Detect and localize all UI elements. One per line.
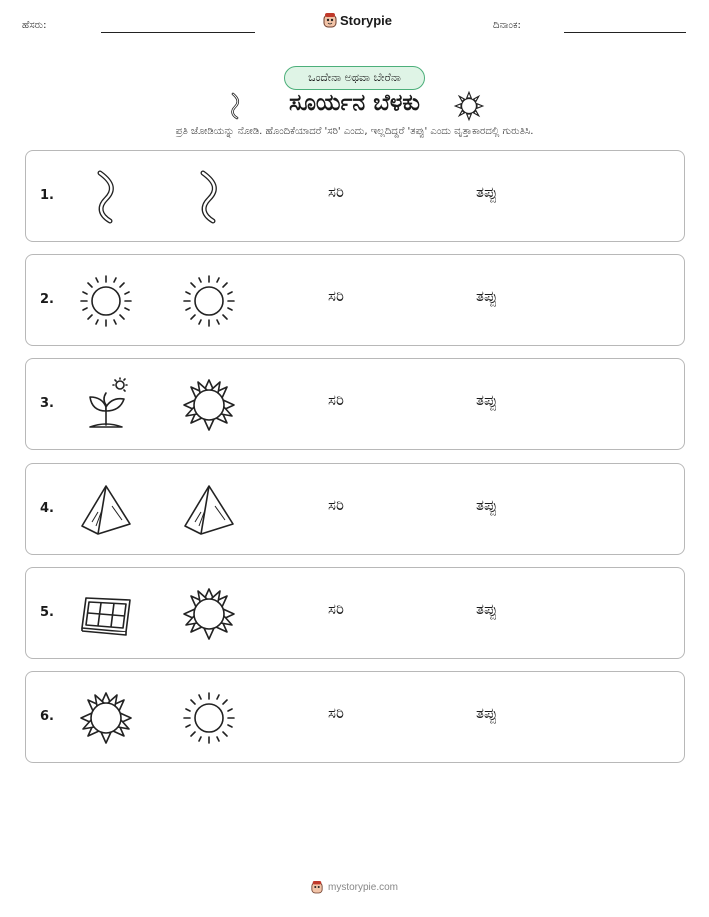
correct-option[interactable]: ಸರಿ bbox=[328, 704, 344, 722]
sun-icon bbox=[78, 273, 134, 329]
question-number: 1. bbox=[40, 188, 54, 203]
solar-panel-icon bbox=[78, 586, 134, 642]
question-row bbox=[25, 567, 685, 659]
question-row bbox=[25, 150, 685, 242]
name-line[interactable] bbox=[101, 32, 255, 33]
wrong-option[interactable]: ತಪ್ಪು bbox=[476, 496, 498, 514]
question-number: 3. bbox=[40, 396, 54, 411]
instructions: ಪ್ರತಿ ಜೋಡಿಯನ್ನು ನೋಡಿ. ಹೊಂದಿಕೆಯಾದರೆ 'ಸರಿ' ಎಂದು, ಇಲ್ಲದಿದ್ದರೆ 'ತಪ್ಪು' ಎಂದು ವೃತ್ತಾಕಾರದಲ್ಲಿ ಗುರುತಿಸಿ. bbox=[175, 126, 534, 137]
question-number: 2. bbox=[40, 292, 54, 307]
wrong-option[interactable]: ತಪ್ಪು bbox=[476, 600, 498, 618]
question-row bbox=[25, 358, 685, 450]
sun-icon bbox=[181, 690, 237, 746]
brand-logo bbox=[323, 12, 392, 28]
sunflower-sun-icon bbox=[181, 586, 237, 642]
question-row bbox=[25, 463, 685, 555]
mascot-icon bbox=[311, 880, 323, 894]
correct-option[interactable]: ಸರಿ bbox=[328, 183, 344, 201]
ray-icon bbox=[78, 169, 134, 225]
brand-name: Storypie bbox=[340, 12, 393, 28]
correct-option[interactable]: ಸರಿ bbox=[328, 287, 344, 305]
correct-option[interactable]: ಸರಿ bbox=[328, 391, 344, 409]
name-label: ಹೆಸರು: bbox=[22, 20, 47, 31]
date-label: ದಿನಾಂಕ: bbox=[493, 20, 521, 31]
sunflower-sun-icon bbox=[181, 377, 237, 433]
page-title: ಸೂರ್ಯನ ಬೆಳಕು bbox=[288, 90, 420, 116]
question-row bbox=[25, 254, 685, 346]
correct-option[interactable]: ಸರಿ bbox=[328, 496, 344, 514]
mascot-icon bbox=[323, 12, 337, 28]
footer bbox=[0, 880, 709, 894]
pyramid-icon bbox=[78, 482, 134, 538]
question-number: 5. bbox=[40, 605, 54, 620]
activity-type-badge: ಒಂದೇನಾ ಅಥವಾ ಬೇರೆನಾ bbox=[284, 66, 425, 90]
sun-icon bbox=[181, 273, 237, 329]
wrong-option[interactable]: ತಪ್ಪು bbox=[476, 704, 498, 722]
sunflower-sun-icon bbox=[453, 90, 485, 126]
wrong-option[interactable]: ತಪ್ಪು bbox=[476, 391, 498, 409]
date-line[interactable] bbox=[564, 32, 686, 33]
question-row bbox=[25, 671, 685, 763]
sunflower-sun-icon bbox=[78, 690, 134, 746]
pyramid-icon bbox=[181, 482, 237, 538]
wrong-option[interactable]: ತಪ್ಪು bbox=[476, 183, 498, 201]
ray-icon bbox=[181, 169, 237, 225]
wrong-option[interactable]: ತಪ್ಪು bbox=[476, 287, 498, 305]
footer-url[interactable]: mystorypie.com bbox=[327, 881, 398, 893]
plant-icon bbox=[78, 377, 134, 433]
correct-option[interactable]: ಸರಿ bbox=[328, 600, 344, 618]
question-number: 6. bbox=[40, 709, 54, 724]
question-number: 4. bbox=[40, 501, 54, 516]
